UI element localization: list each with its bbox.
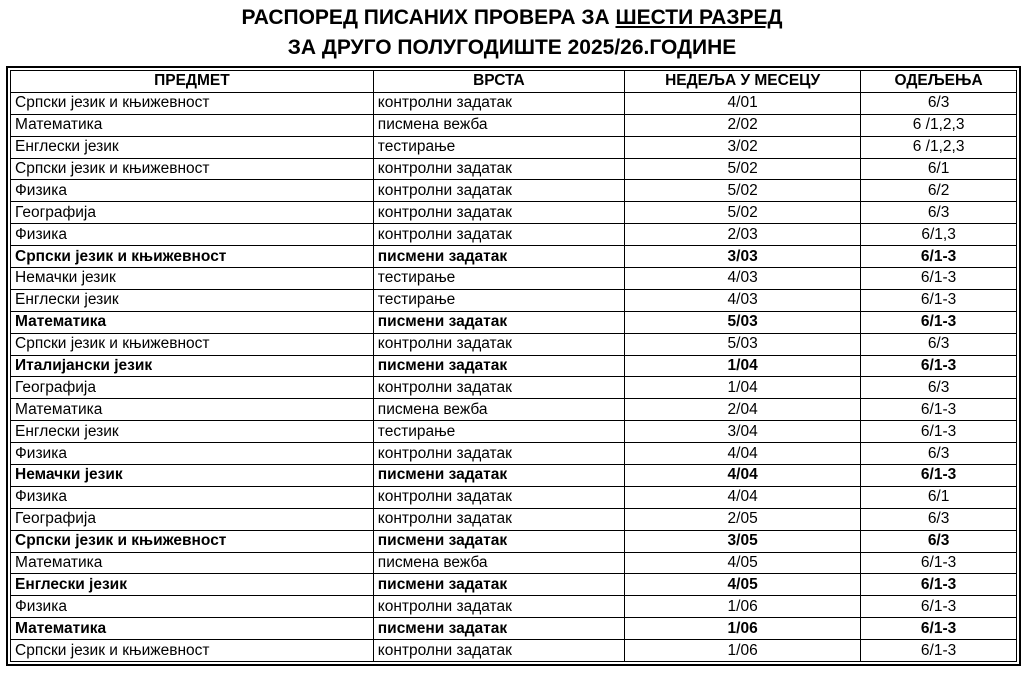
table-row: [11, 377, 1017, 399]
header-subject: ПРЕДМЕТ: [11, 71, 374, 93]
cell-week: 5/02: [625, 158, 861, 180]
cell-type: контролни задатак: [373, 443, 624, 465]
cell-subject: Српски језик и књижевност: [11, 640, 374, 662]
table-row: [11, 289, 1017, 311]
table-row: [11, 180, 1017, 202]
cell-type: контролни задатак: [373, 158, 624, 180]
cell-type: писмени задатак: [373, 246, 624, 268]
cell-classes: 6/1-3: [861, 246, 1017, 268]
cell-subject: Српски језик и књижевност: [11, 530, 374, 552]
table-row: [11, 202, 1017, 224]
cell-subject: Географија: [11, 508, 374, 530]
table-row: [11, 596, 1017, 618]
cell-week: 2/03: [625, 224, 861, 246]
cell-classes: 6 /1,2,3: [861, 114, 1017, 136]
cell-type: тестирање: [373, 268, 624, 290]
cell-week: 4/04: [625, 465, 861, 487]
cell-week: 4/04: [625, 486, 861, 508]
cell-type: писмени задатак: [373, 530, 624, 552]
cell-classes: 6/1: [861, 486, 1017, 508]
cell-subject: Географија: [11, 202, 374, 224]
cell-classes: 6/1-3: [861, 399, 1017, 421]
cell-classes: 6/1-3: [861, 640, 1017, 662]
cell-subject: Српски језик и књижевност: [11, 246, 374, 268]
cell-week: 4/01: [625, 92, 861, 114]
table-row: [11, 311, 1017, 333]
table-row: [11, 530, 1017, 552]
cell-classes: 6/1-3: [861, 355, 1017, 377]
table-row: [11, 618, 1017, 640]
title-grade-underlined: ШЕСТИ РАЗРЕД: [615, 6, 783, 29]
cell-type: писмени задатак: [373, 618, 624, 640]
cell-subject: Српски језик и књижевност: [11, 333, 374, 355]
cell-subject: Енглески језик: [11, 289, 374, 311]
cell-subject: Енглески језик: [11, 574, 374, 596]
cell-week: 4/04: [625, 443, 861, 465]
cell-subject: Математика: [11, 552, 374, 574]
cell-week: 1/04: [625, 377, 861, 399]
cell-classes: 6/3: [861, 508, 1017, 530]
cell-type: контролни задатак: [373, 202, 624, 224]
cell-subject: Српски језик и књижевност: [11, 92, 374, 114]
cell-classes: 6/3: [861, 333, 1017, 355]
schedule-table-frame: [6, 66, 1021, 666]
cell-subject: Географија: [11, 377, 374, 399]
cell-week: 5/02: [625, 202, 861, 224]
cell-classes: 6/1-3: [861, 311, 1017, 333]
cell-subject: Физика: [11, 486, 374, 508]
table-header-row: [11, 71, 1017, 93]
cell-type: тестирање: [373, 289, 624, 311]
cell-classes: 6/3: [861, 443, 1017, 465]
cell-classes: 6/3: [861, 202, 1017, 224]
cell-type: тестирање: [373, 136, 624, 158]
cell-type: писмена вежба: [373, 114, 624, 136]
cell-subject: Математика: [11, 399, 374, 421]
cell-week: 2/04: [625, 399, 861, 421]
cell-classes: 6 /1,2,3: [861, 136, 1017, 158]
table-row: [11, 508, 1017, 530]
cell-type: контролни задатак: [373, 180, 624, 202]
cell-classes: 6/1-3: [861, 289, 1017, 311]
table-row: [11, 268, 1017, 290]
cell-type: писмена вежба: [373, 552, 624, 574]
cell-classes: 6/3: [861, 377, 1017, 399]
cell-classes: 6/1-3: [861, 596, 1017, 618]
header-week: НЕДЕЉА У МЕСЕЦУ: [625, 71, 861, 93]
cell-week: 2/05: [625, 508, 861, 530]
title-prefix: РАСПОРЕД ПИСАНИХ ПРОВЕРА ЗА: [241, 6, 616, 29]
cell-week: 1/06: [625, 640, 861, 662]
page-title-line-2: ЗА ДРУГО ПОЛУГОДИШТЕ 2025/26.ГОДИНЕ: [287, 36, 737, 59]
cell-subject: Немачки језик: [11, 465, 374, 487]
table-row: [11, 246, 1017, 268]
cell-type: контролни задатак: [373, 486, 624, 508]
header-type: ВРСТА: [373, 71, 624, 93]
cell-subject: Енглески језик: [11, 136, 374, 158]
cell-type: контролни задатак: [373, 333, 624, 355]
cell-week: 2/02: [625, 114, 861, 136]
table-row: [11, 399, 1017, 421]
cell-classes: 6/1-3: [861, 618, 1017, 640]
header-classes: ОДЕЉЕЊА: [861, 71, 1017, 93]
cell-classes: 6/1: [861, 158, 1017, 180]
cell-type: контролни задатак: [373, 640, 624, 662]
cell-classes: 6/1-3: [861, 268, 1017, 290]
cell-subject: Математика: [11, 114, 374, 136]
cell-classes: 6/1-3: [861, 552, 1017, 574]
cell-week: 3/05: [625, 530, 861, 552]
cell-type: контролни задатак: [373, 508, 624, 530]
cell-week: 5/02: [625, 180, 861, 202]
cell-subject: Математика: [11, 311, 374, 333]
table-row: [11, 552, 1017, 574]
table-row: [11, 486, 1017, 508]
cell-week: 3/02: [625, 136, 861, 158]
schedule-table: [10, 70, 1017, 662]
cell-week: 3/04: [625, 421, 861, 443]
cell-week: 5/03: [625, 333, 861, 355]
cell-classes: 6/1-3: [861, 574, 1017, 596]
cell-type: писмени задатак: [373, 355, 624, 377]
cell-type: тестирање: [373, 421, 624, 443]
cell-subject: Немачки језик: [11, 268, 374, 290]
cell-classes: 6/1,3: [861, 224, 1017, 246]
page-title-line-1: [0, 6, 1024, 30]
cell-classes: 6/3: [861, 92, 1017, 114]
cell-type: писмени задатак: [373, 465, 624, 487]
cell-week: 5/03: [625, 311, 861, 333]
cell-week: 4/05: [625, 552, 861, 574]
cell-subject: Физика: [11, 180, 374, 202]
cell-week: 1/06: [625, 596, 861, 618]
cell-subject: Енглески језик: [11, 421, 374, 443]
table-row: [11, 465, 1017, 487]
cell-type: писмени задатак: [373, 311, 624, 333]
cell-type: контролни задатак: [373, 224, 624, 246]
table-row: [11, 574, 1017, 596]
table-row: [11, 421, 1017, 443]
cell-classes: 6/1-3: [861, 465, 1017, 487]
table-row: [11, 114, 1017, 136]
cell-type: писмени задатак: [373, 574, 624, 596]
cell-subject: Физика: [11, 224, 374, 246]
cell-week: 4/05: [625, 574, 861, 596]
cell-subject: Математика: [11, 618, 374, 640]
table-row: [11, 333, 1017, 355]
table-row: [11, 136, 1017, 158]
cell-classes: 6/2: [861, 180, 1017, 202]
cell-type: контролни задатак: [373, 92, 624, 114]
table-row: [11, 355, 1017, 377]
cell-classes: 6/1-3: [861, 421, 1017, 443]
cell-classes: 6/3: [861, 530, 1017, 552]
table-row: [11, 224, 1017, 246]
cell-week: 4/03: [625, 268, 861, 290]
cell-week: 1/04: [625, 355, 861, 377]
cell-subject: Физика: [11, 443, 374, 465]
cell-subject: Физика: [11, 596, 374, 618]
table-row: [11, 158, 1017, 180]
cell-week: 4/03: [625, 289, 861, 311]
table-row: [11, 92, 1017, 114]
cell-subject: Италијански језик: [11, 355, 374, 377]
cell-type: контролни задатак: [373, 596, 624, 618]
cell-subject: Српски језик и књижевност: [11, 158, 374, 180]
table-row: [11, 443, 1017, 465]
cell-type: писмена вежба: [373, 399, 624, 421]
cell-week: 3/03: [625, 246, 861, 268]
cell-week: 1/06: [625, 618, 861, 640]
cell-type: контролни задатак: [373, 377, 624, 399]
table-row: [11, 640, 1017, 662]
